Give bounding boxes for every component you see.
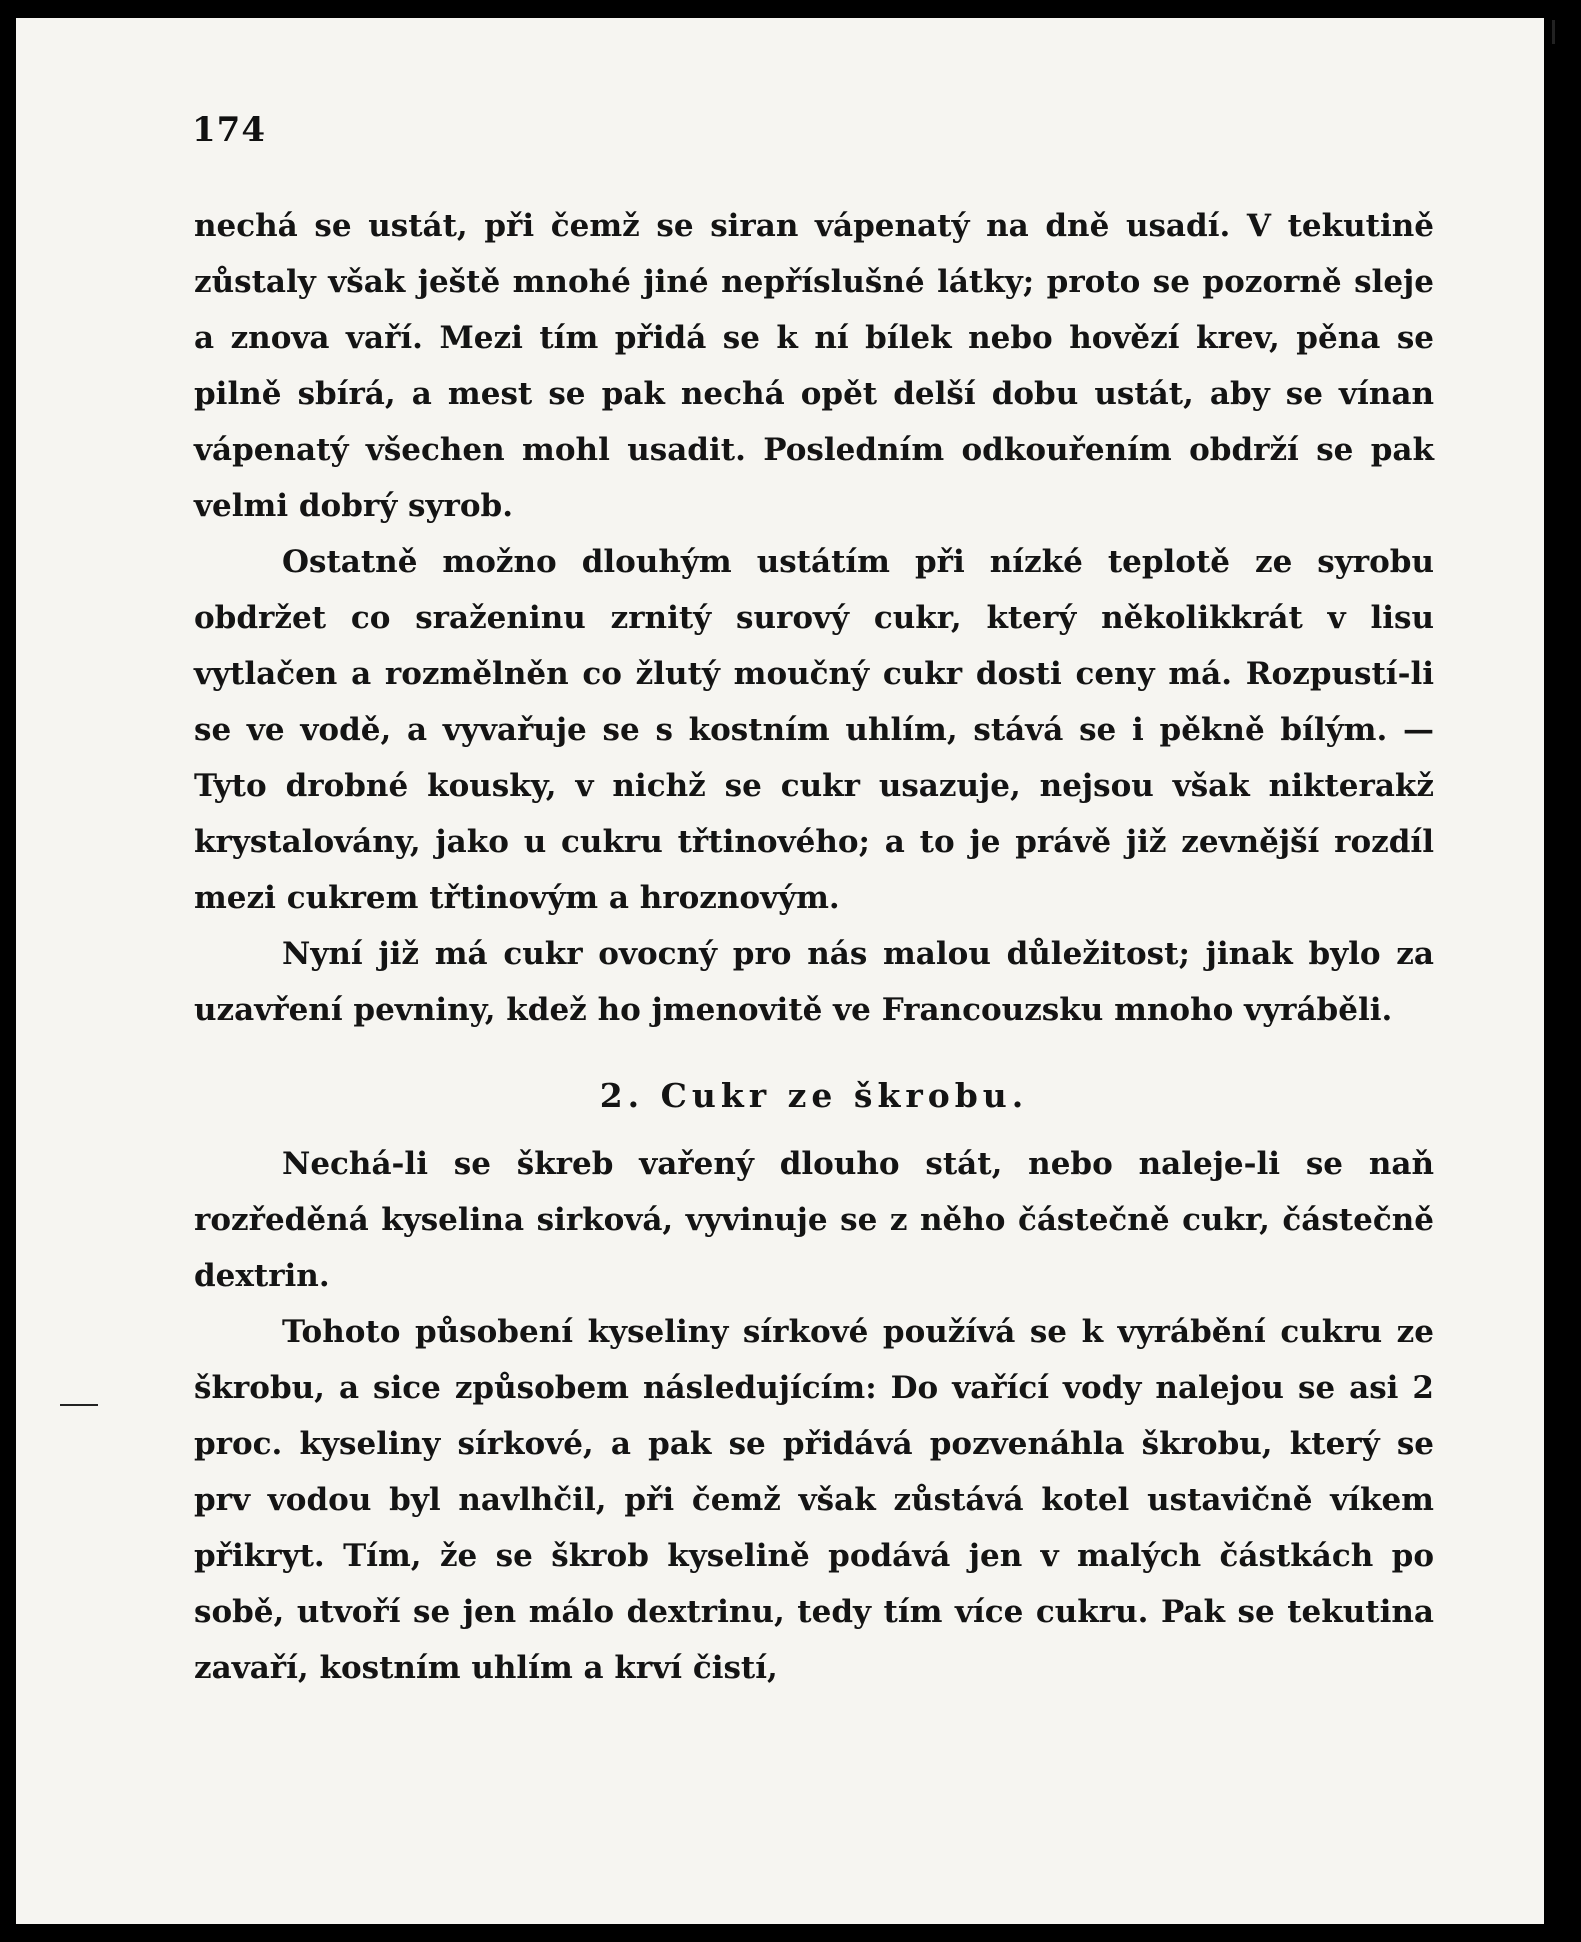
page-number: 174 (192, 110, 266, 150)
book-page (16, 18, 1544, 1924)
paragraph: nechá se ustát, při čemž se siran vápenatý na dně usadí. V tekutině zůstaly však ještě mnohé jiné nepříslušné látky; proto se pozorně sleje a znova vaří. Mezi tím přidá se k ní bílek nebo hovězí krev, pěna se pilně sbírá, a mest se pak nechá opět delší dobu ustát, aby se vínan vápenatý všechen mohl usadit. Posledním odkouřením obdrží se pak velmi dobrý syrob. (194, 208, 1434, 524)
section-heading: 2. Cukr ze škrobu. (599, 1076, 1029, 1115)
body-text (194, 198, 1434, 1696)
scan-edge-mark (60, 1404, 98, 1406)
paragraph: Nyní již má cukr ovocný pro nás malou důležitost; jinak bylo za uzavření pevniny, kdež ho jmenovitě ve Francouzsku mnoho vyráběli. (194, 936, 1434, 1028)
paragraph: Tohoto působení kyseliny sírkové používá se k vyrábění cukru ze škrobu, a sice způsobem následujícím: Do vařící vody nalejou se asi 2 proc. kyseliny sírkové, a pak se přidává pozvenáhla škrobu, který se prv vodou byl navlhčil, při čemž však zůstává kotel ustavičně víkem přikryt. Tím, že se škrob kyselině podává jen v malých částkách po sobě, utvoří se jen málo dextrinu, tedy tím více cukru. Pak se tekutina zavaří, kostním uhlím a krví čistí, (194, 1314, 1434, 1686)
scan-edge-mark (1552, 20, 1555, 44)
paragraph: Nechá-li se škreb vařený dlouho stát, nebo naleje-li se naň rozředěná kyselina sirková, vyvinuje se z něho částečně cukr, částečně dextrin. (194, 1146, 1434, 1294)
paragraph: Ostatně možno dlouhým ustátím při nízké teplotě ze syrobu obdržet co sraženinu zrnitý surový cukr, který několikkrát v lisu vytlačen a rozmělněn co žlutý moučný cukr dosti ceny má. Rozpustí-li se ve vodě, a vyvařuje se s kostním uhlím, stává se i pěkně bílým. — Tyto drobné kousky, v nichž se cukr usazuje, nejsou však nikterakž krystalovány, jako u cukru třtinového; a to je právě již zevnější rozdíl mezi cukrem třtinovým a hroznovým. (194, 544, 1434, 916)
